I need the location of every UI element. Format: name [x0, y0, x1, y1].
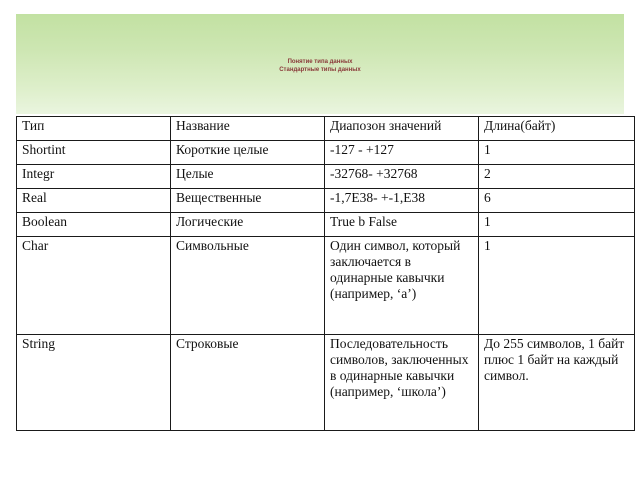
cell-name: Целые — [171, 165, 325, 189]
cell-name: Символьные — [171, 237, 325, 335]
cell-type: Char — [17, 237, 171, 335]
cell-name: Логические — [171, 213, 325, 237]
table-row — [17, 213, 635, 237]
slide-title-line-1: Понятие типа данных — [287, 59, 353, 65]
cell-type: Real — [17, 189, 171, 213]
table-row — [17, 141, 635, 165]
cell-type: Integr — [17, 165, 171, 189]
cell-range: -1,7E38- +-1,E38 — [325, 189, 479, 213]
table-row — [17, 237, 635, 335]
cell-length: 2 — [479, 165, 635, 189]
cell-range: -32768- +32768 — [325, 165, 479, 189]
cell-length: 6 — [479, 189, 635, 213]
cell-type: Shortint — [17, 141, 171, 165]
header-name: Название — [171, 117, 325, 141]
cell-length: До 255 символов, 1 байт плюс 1 байт на каждый символ. — [479, 335, 635, 431]
cell-range: Один символ, который заключается в одинарные кавычки (например, ‘a’) — [325, 237, 479, 335]
header-length: Длина(байт) — [479, 117, 635, 141]
table-row — [17, 189, 635, 213]
table-row — [17, 165, 635, 189]
data-types-table — [16, 116, 635, 431]
cell-name: Короткие целые — [171, 141, 325, 165]
cell-length: 1 — [479, 213, 635, 237]
header-type: Тип — [17, 117, 171, 141]
cell-range: -127 - +127 — [325, 141, 479, 165]
cell-length: 1 — [479, 237, 635, 335]
cell-type: String — [17, 335, 171, 431]
table-row — [17, 335, 635, 431]
slide-title-line-2: Стандартные типы данных — [279, 67, 361, 73]
cell-type: Boolean — [17, 213, 171, 237]
header-range: Диапозон значений — [325, 117, 479, 141]
cell-range: Последовательность символов, заключенных в одинарные кавычки (например, ‘школа’) — [325, 335, 479, 431]
table-header-row — [17, 117, 635, 141]
cell-length: 1 — [479, 141, 635, 165]
cell-name: Вещественные — [171, 189, 325, 213]
cell-name: Строковые — [171, 335, 325, 431]
slide-title — [0, 58, 640, 74]
cell-range: True b False — [325, 213, 479, 237]
